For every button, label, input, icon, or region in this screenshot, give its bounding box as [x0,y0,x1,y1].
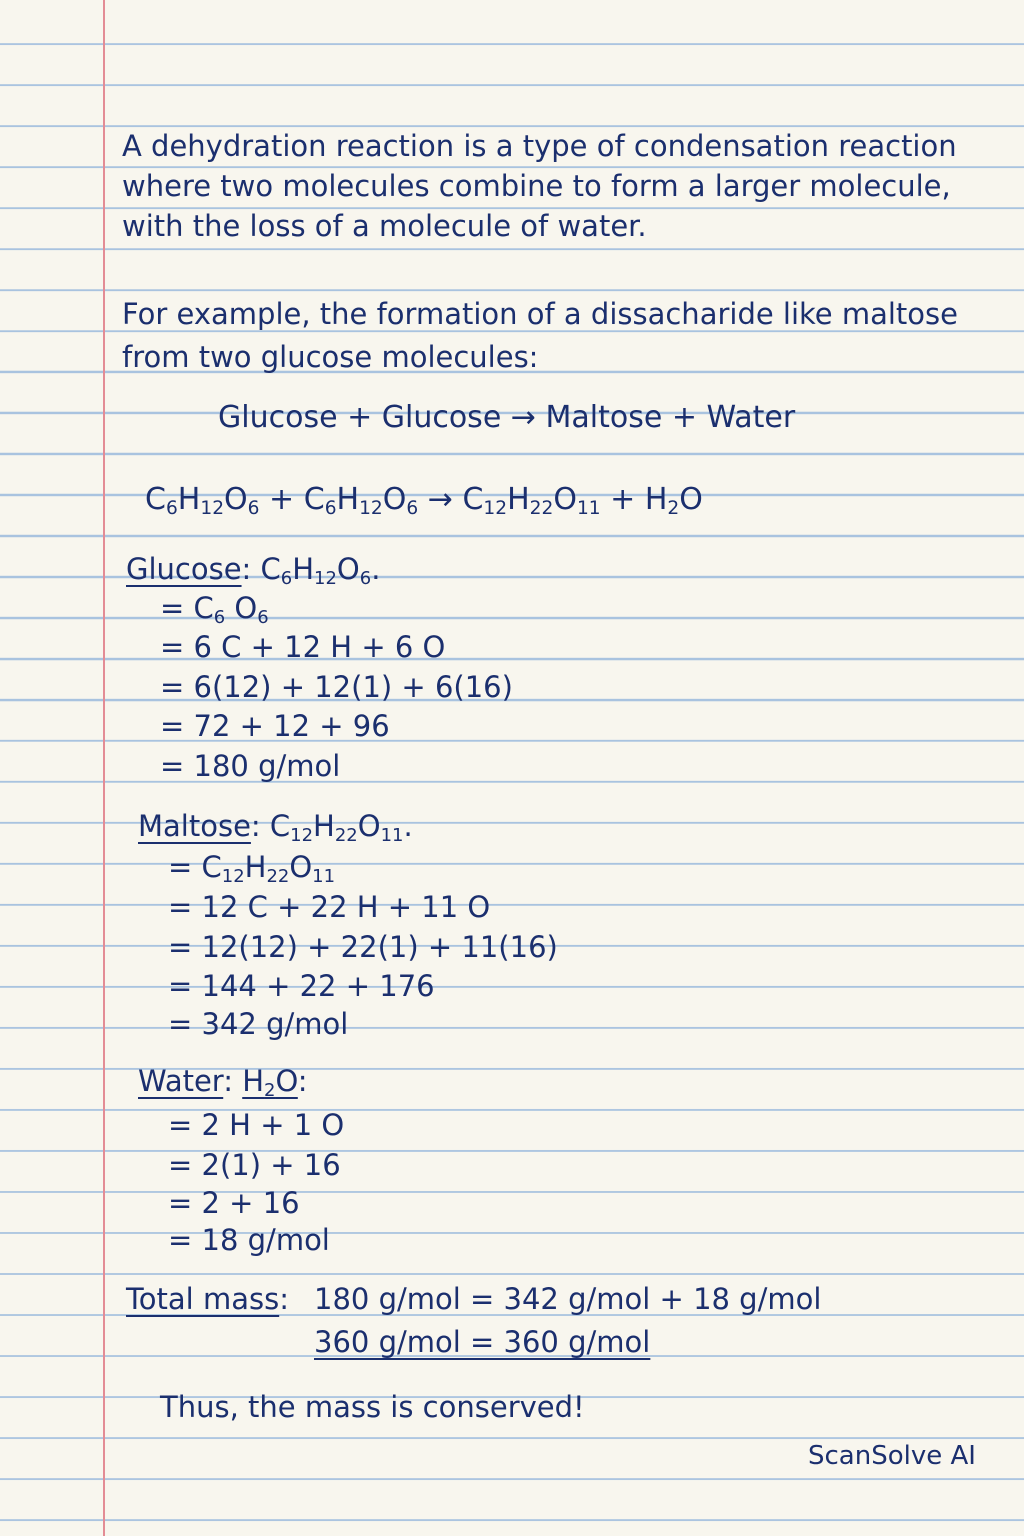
maltose-formula: $C_{12}H_{22}O_{11}$ [462,482,601,520]
example-line-1: For example, the formation of a dissacharide like maltose [122,297,958,331]
intro-line-1: A dehydration reaction is a type of condensation reaction [122,129,957,163]
plus-sign: + [610,482,636,517]
glucose-step-2: = 6 C + 12 H + 6 O [160,630,446,664]
glucose-step-3: = 6(12) + 12(1) + 6(16) [160,670,513,704]
word-equation: Glucose + Glucose → Maltose + Water [218,400,796,435]
plus-sign: + [269,482,295,517]
total-mass-line-2: 360 g/mol = 360 g/mol [314,1325,651,1359]
water-heading: Water: $H_2O$: [138,1064,308,1102]
notebook-margin-line [103,0,105,1536]
water-step-1: = 2 H + 1 O [168,1108,345,1142]
water-step-3: = 2 + 16 [168,1186,300,1220]
brand-watermark: ScanSolve AI [808,1441,976,1471]
glucose-step-5: = 180 g/mol [160,749,341,783]
total-mass-line-1: 180 g/mol = 342 g/mol + 18 g/mol [314,1282,822,1316]
intro-line-3: with the loss of a molecule of water. [122,209,647,243]
glucose-step-4: = 72 + 12 + 96 [160,709,390,743]
water-step-4: = 18 g/mol [168,1223,330,1257]
maltose-step-3: = 12(12) + 22(1) + 11(16) [168,930,558,964]
water-step-2: = 2(1) + 16 [168,1148,341,1182]
maltose-step-1: = $C_{12}H_{22}O_{11}$ [168,850,336,888]
maltose-heading: Maltose: $C_{12}H_{22}O_{11}$. [138,809,413,847]
maltose-step-4: = 144 + 22 + 176 [168,969,435,1003]
maltose-step-2: = 12 C + 22 H + 11 O [168,890,491,924]
glucose-step-1: = $C_6$ $O_6$ [160,591,269,629]
formula-equation [145,480,703,520]
total-mass-heading: Total mass: [126,1282,289,1316]
glucose-heading: Glucose: $C_6H_{12}O_6$. [126,552,381,590]
glucose-formula-b: $C_6H_{12}O_6$ [303,482,419,520]
water-formula: $H_2O$ [644,482,703,520]
maltose-step-5: = 342 g/mol [168,1007,349,1041]
intro-line-2: where two molecules combine to form a larger molecule, [122,169,951,203]
example-line-2: from two glucose molecules: [122,340,539,374]
glucose-formula-a: $C_6H_{12}O_6$ [145,482,260,520]
conclusion: Thus, the mass is conserved! [160,1390,585,1424]
reaction-arrow: → [427,482,453,517]
